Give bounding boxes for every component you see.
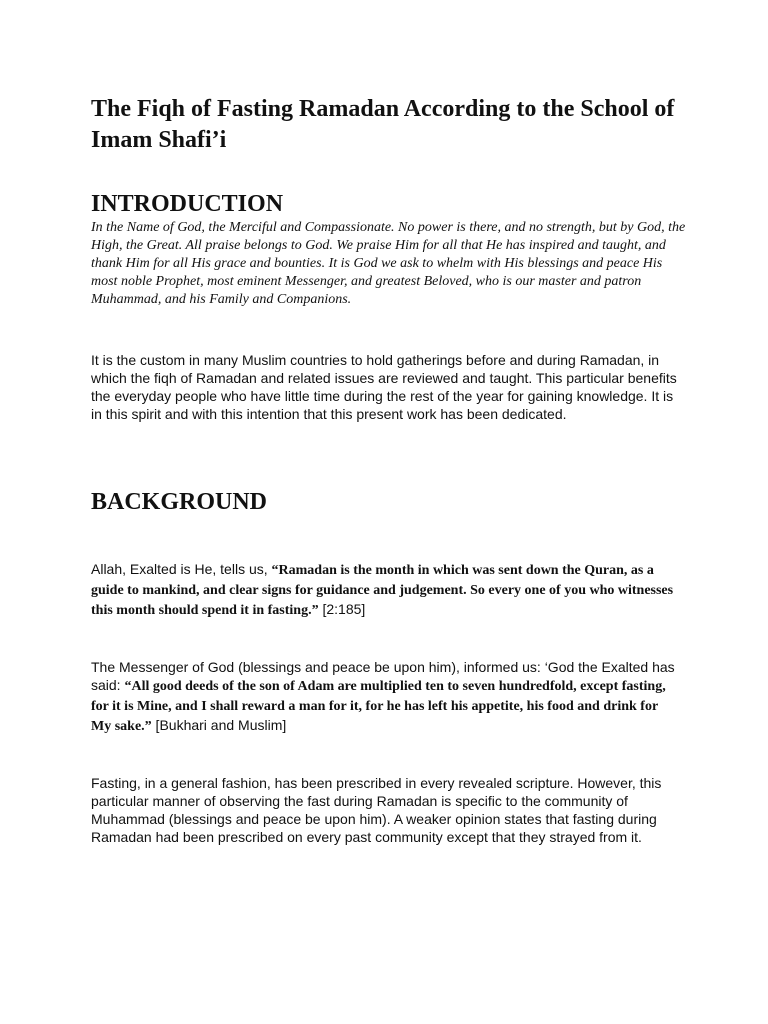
quran-quote: “Ramadan is the month in which was sent down the Quran, as a guide to mankind, and clear signs for guidance and judgement. So every one of you who witnesses this month should spend it in fasting.” <box>91 563 674 618</box>
fasting-history-paragraph: Fasting, in a general fashion, has been prescribed in every revealed scripture. However, this particular manner of observing the fast during Ramadan is specific to the community of Muhammad (blessings and peace be upon him). A weaker opinion states that fasting during Ramadan had been prescribed on every past community except that they strayed from it. <box>91 775 662 845</box>
hadith-paragraph <box>91 658 681 736</box>
quran-reference: [2:185] <box>318 601 366 617</box>
quran-verse-paragraph <box>91 560 681 620</box>
document-title: The Fiqh of Fasting Ramadan According to the School of Imam Shafi’i <box>91 96 675 153</box>
hadith-quote: “All good deeds of the son of Adam are multiplied ten to seven hundredfold, except fasting, for it is Mine, and I shall reward a man for it, for he has left his appetite, his food and drink for My sake.” <box>91 679 666 734</box>
ramadan-custom-paragraph: It is the custom in many Muslim countries to hold gatherings before and during Ramadan, in which the fiqh of Ramadan and related issues are reviewed and taught. This particular benefits the everyday people who have little time during the rest of the year for gaining knowledge. It is in this spirit and with this intention that this present work has been dedicated. <box>91 352 677 422</box>
hadith-reference: [Bukhari and Muslim] <box>151 717 287 733</box>
background-heading: BACKGROUND <box>91 489 268 515</box>
hadith-lead-text: The Messenger of God (blessings and peace be upon him), informed us: ‘God the Exalted has said: <box>91 659 675 693</box>
introduction-heading: INTRODUCTION <box>91 191 284 217</box>
introduction-invocation-text: In the Name of God, the Merciful and Compassionate. No power is there, and no strength, but by God, the High, the Great. All praise belongs to God. We praise Him for all that He has inspired and taught, and thank Him for all His grace and bounties. It is God we ask to whelm with His blessings and peace His most noble Prophet, most eminent Messenger, and greatest Beloved, who is our master and patron Muhammad, and his Family and Companions. <box>91 220 686 307</box>
quran-lead-text: Allah, Exalted is He, tells us, <box>91 561 272 577</box>
